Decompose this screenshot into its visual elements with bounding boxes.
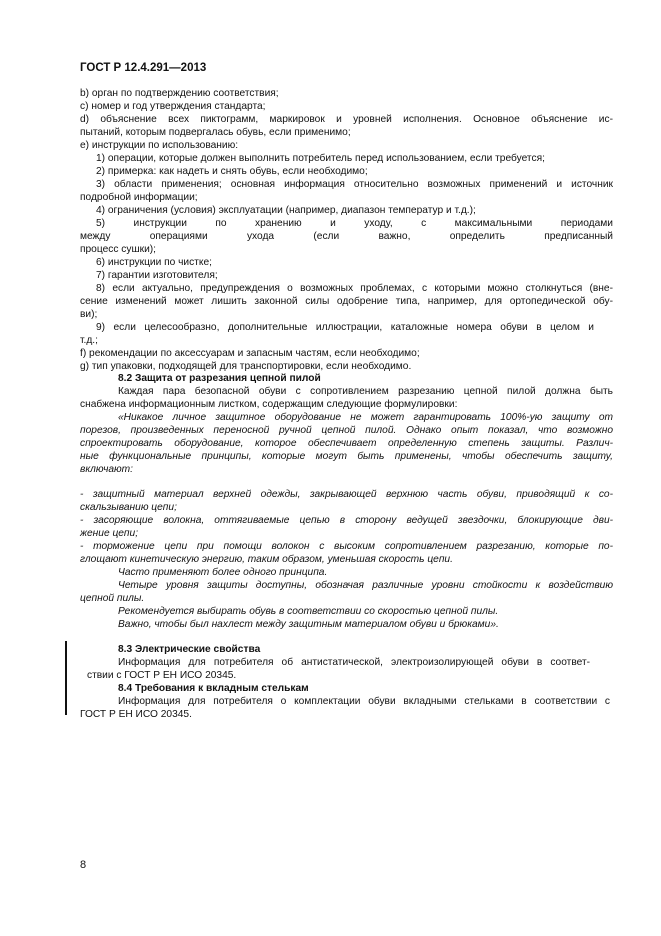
- section-8-4-heading: 8.4 Требования к вкладным стелькам: [118, 683, 309, 694]
- sub-item-5-cont-2: процесс сушки);: [80, 244, 156, 255]
- sub-item-8-cont: сение изменений может лишить законной силы одобрение типа, например, для ортопедической обу-: [80, 296, 613, 307]
- list-item-d-cont: пытаний, которым подвергалась обувь, если применимо;: [80, 127, 351, 138]
- quote-line: Часто применяют более одного принципа.: [118, 567, 328, 578]
- quote-line: включают:: [80, 464, 133, 475]
- sub-item-8: 8) если актуально, предупреждения о возможных проблемах, с которыми можно столкнуться (вне-: [96, 283, 613, 294]
- section-8-2-para: Каждая пара безопасной обуви с сопротивлением разрезанию цепной пилой должна быть: [118, 386, 613, 397]
- principle-item: - защитный материал верхней одежды, закрывающей верхнюю часть обуви, приводящий к со-: [80, 489, 613, 500]
- sub-item-8-cont-2: ви);: [80, 309, 98, 320]
- document-header: ГОСТ Р 12.4.291—2013: [80, 62, 207, 74]
- list-item-f: f) рекомендации по аксессуарам и запасным частям, если необходимо;: [80, 348, 420, 359]
- principle-item: - засоряющие волокна, оттягиваемые цепью в сторону ведущей звездочки, блокирующие дви-: [80, 515, 613, 526]
- page-number: 8: [80, 859, 87, 871]
- quote-line: Важно, чтобы был нахлест между защитным материалом обуви и брюками».: [118, 619, 499, 630]
- section-8-3-para: Информация для потребителя об антистатической, электроизолирующей обуви в соответ-: [118, 657, 590, 668]
- sub-item-9-cont: т.д.;: [80, 335, 98, 346]
- quote-line: ные функциональные принципы, которые могут быть применены, чтобы обеспечить защиту,: [80, 451, 613, 462]
- section-8-3-para-cont: ствии с ГОСТ Р ЕН ИСО 20345.: [87, 670, 237, 681]
- sub-item-6: 6) инструкции по чистке;: [96, 257, 212, 268]
- principle-item-cont: глощают кинетическую энергию, таким образом, уменьшая скорость цепи.: [80, 554, 453, 565]
- section-8-4-para: Информация для потребителя о комплектации обуви вкладными стельками в соответствии с: [118, 696, 610, 707]
- principle-item-cont: жение цепи;: [80, 528, 139, 539]
- section-8-2-para-cont: снабжена информационным листком, содержащим следующие формулировки:: [80, 399, 458, 410]
- sub-item-1: 1) операции, которые должен выполнить потребитель перед использованием, если требуется;: [96, 153, 545, 164]
- quote-line: спроектировать оборудование, которое обеспечивает определенную степень защиты. Различ-: [80, 438, 613, 449]
- list-item-e: e) инструкции по использованию:: [80, 140, 239, 151]
- sub-item-3-cont: подробной информации;: [80, 192, 198, 203]
- list-item-b: b) орган по подтверждению соответствия;: [80, 88, 279, 99]
- quote-line: Рекомендуется выбирать обувь в соответствии со скоростью цепной пилы.: [118, 606, 499, 617]
- sub-item-9: 9) если целесообразно, дополнительные иллюстрации, каталожные номера обуви в целом и: [96, 322, 594, 333]
- section-8-3-heading: 8.3 Электрические свойства: [118, 644, 261, 655]
- list-item-c: c) номер и год утверждения стандарта;: [80, 101, 266, 112]
- quote-line: Четыре уровня защиты доступны, обозначая различные уровни стойкости к воздействию: [118, 580, 613, 591]
- sub-item-5-cont: между операциями ухода (если важно, определить предписанный: [80, 231, 613, 242]
- principle-item: - торможение цепи при помощи волокон с высоким сопротивлением разрезанию, которые по-: [80, 541, 613, 552]
- list-item-g: g) тип упаковки, подходящей для транспортировки, если необходимо.: [80, 361, 412, 372]
- section-8-4-para-cont: ГОСТ Р ЕН ИСО 20345.: [80, 709, 192, 720]
- section-8-2-heading: 8.2 Защита от разрезания цепной пилой: [118, 373, 321, 384]
- principle-item-cont: скальзыванию цепи;: [80, 502, 177, 513]
- sub-item-3: 3) области применения; основная информация относительно возможных применений и источник: [96, 179, 613, 190]
- sub-item-7: 7) гарантии изготовителя;: [96, 270, 218, 281]
- quote-line: цепной пилы.: [80, 593, 145, 604]
- quote-line: «Никакое личное защитное оборудование не может гарантировать 100%-ую защиту от: [118, 412, 613, 423]
- list-item-d: d) объяснение всех пиктограмм, маркировок и уровней исполнения. Основное объяснение ис-: [80, 114, 613, 125]
- sub-item-5: 5) инструкции по хранению и уходу, с максимальными периодами: [96, 218, 613, 229]
- quote-line: порезов, произведенных переносной ручной цепной пилой. Однако опыт показал, что возможно: [80, 425, 613, 436]
- change-bar: [65, 683, 67, 715]
- sub-item-2: 2) примерка: как надеть и снять обувь, если необходимо;: [96, 166, 368, 177]
- change-bar: [65, 641, 67, 683]
- sub-item-4: 4) ограничения (условия) эксплуатации (например, диапазон температур и т.д.);: [96, 205, 476, 216]
